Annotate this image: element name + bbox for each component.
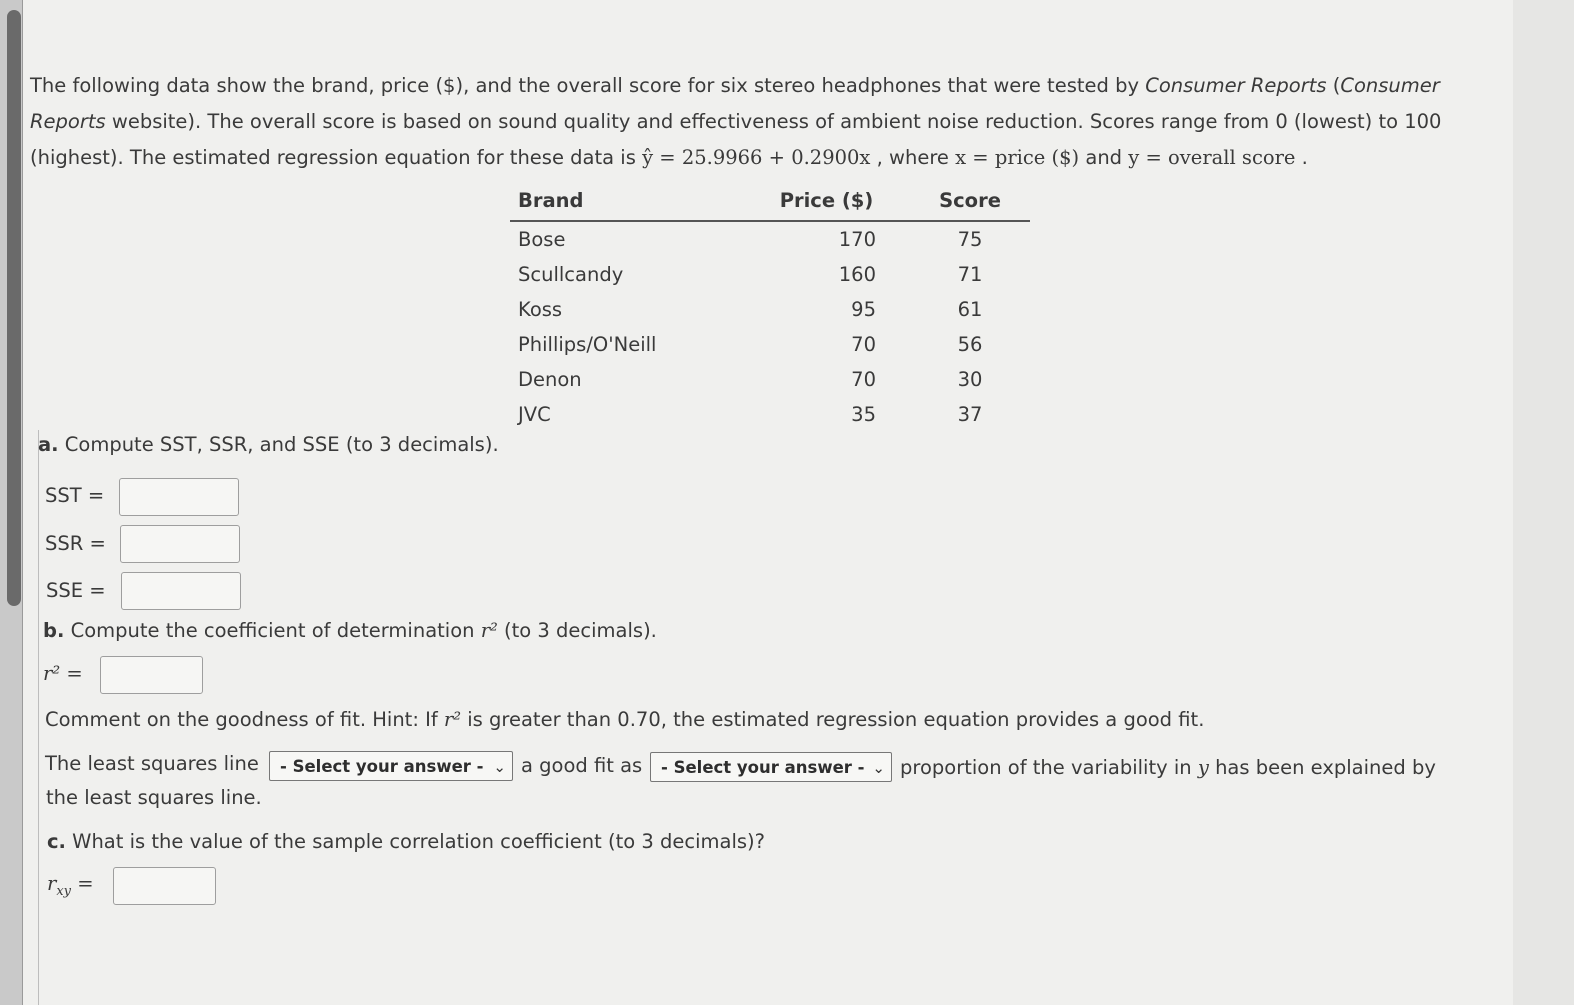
- y-variable: y: [1197, 756, 1209, 779]
- good-fit-as-text: a good fit as: [521, 754, 643, 777]
- table-row: [510, 292, 1030, 327]
- part-b-text-pre: Compute the coefficient of determination: [64, 619, 481, 642]
- cell-score: 37: [957, 403, 983, 426]
- table-row: [510, 257, 1030, 292]
- sst-input[interactable]: [119, 478, 239, 516]
- intro-text-5: and: [1079, 146, 1129, 169]
- y-definition: y = overall score: [1128, 146, 1296, 169]
- select-2-value: - Select your answer -: [661, 758, 865, 777]
- rxy-subscript: xy: [56, 883, 72, 899]
- source-name-2: Consumer Reports: [30, 74, 1440, 133]
- table-row: [510, 221, 1030, 257]
- chevron-down-icon: ⌄: [493, 758, 506, 776]
- chevron-down-icon: ⌄: [872, 759, 885, 777]
- sst-label: SST =: [45, 484, 105, 507]
- r2-label: r² =: [43, 662, 83, 685]
- rxy-input[interactable]: [113, 867, 216, 905]
- part-c-text: What is the value of the sample correlation coefficient (to 3 decimals)?: [65, 830, 765, 853]
- cell-brand: JVC: [518, 403, 551, 426]
- part-b-text-post: (to 3 decimals).: [497, 619, 657, 642]
- comment-text-pre: Comment on the goodness of fit. Hint: If: [45, 708, 444, 731]
- least-squares-text: The least squares line: [45, 752, 259, 775]
- cell-brand: Koss: [518, 298, 563, 321]
- part-a-text: Compute SST, SSR, and SSE (to 3 decimals).: [58, 433, 499, 456]
- goodness-select-1[interactable]: [269, 751, 513, 781]
- proportion-text: [900, 756, 1436, 779]
- sse-input[interactable]: [121, 572, 241, 610]
- table-row: [510, 327, 1030, 362]
- scrollbar-thumb[interactable]: [7, 10, 21, 606]
- ssr-input[interactable]: [120, 525, 240, 563]
- right-panel: [1513, 0, 1574, 1005]
- part-c-letter: c.: [47, 830, 66, 853]
- part-b-letter: b.: [43, 619, 65, 642]
- proportion-text-pre: proportion of the variability in: [900, 756, 1192, 779]
- cell-brand: Denon: [518, 368, 582, 391]
- cell-brand: Bose: [518, 228, 566, 251]
- cell-score: 56: [957, 333, 983, 356]
- part-b-prompt: [43, 619, 657, 642]
- part-c-prompt: [47, 830, 765, 853]
- rxy-equals: =: [77, 872, 94, 895]
- proportion-text-post: has been explained by: [1215, 756, 1436, 779]
- cell-score: 30: [957, 368, 983, 391]
- r-squared-symbol: r²: [480, 619, 498, 642]
- answer-area-border: [38, 430, 39, 1005]
- r-squared-symbol: r²: [443, 708, 462, 731]
- cell-price: 170: [838, 228, 876, 251]
- cell-price: 70: [851, 368, 876, 391]
- cell-brand: Scullcandy: [518, 263, 624, 286]
- regression-equation: ŷ = 25.9966 + 0.2900x: [642, 146, 871, 169]
- cell-price: 160: [838, 263, 876, 286]
- part-a-prompt: [38, 433, 499, 456]
- table-header-row: [510, 186, 1030, 221]
- sse-label: SSE =: [46, 579, 106, 602]
- comment-text-post: is greater than 0.70, the estimated regression equation provides a good fit.: [461, 708, 1205, 731]
- x-definition: x = price ($): [955, 146, 1080, 169]
- headphones-data-table: [510, 186, 1030, 432]
- intro-text-4: , where: [870, 146, 956, 169]
- goodness-of-fit-comment: [45, 708, 1204, 731]
- rxy-label: [47, 872, 94, 899]
- intro-text-3: website). The overall score is based on sound quality and effectiveness of ambient noise reduction. Scores range from 0 (lowest) to 100 (highest). The estimated regression equation for these data is: [30, 110, 1442, 169]
- header-price: Price ($): [743, 186, 902, 221]
- part-a-letter: a.: [38, 433, 59, 456]
- header-brand: Brand: [510, 186, 743, 221]
- cell-price: 95: [851, 298, 876, 321]
- cell-brand: Phillips/O'Neill: [518, 333, 657, 356]
- cell-score: 61: [957, 298, 983, 321]
- header-score: Score: [902, 186, 1030, 221]
- source-name: Consumer Reports: [1145, 74, 1327, 97]
- intro-text-6: .: [1295, 146, 1308, 169]
- ssr-label: SSR =: [45, 532, 106, 555]
- rxy-r: r: [47, 872, 57, 895]
- intro-text-2: (: [1326, 74, 1341, 97]
- problem-intro: [30, 68, 1500, 176]
- table-row: [510, 362, 1030, 397]
- cell-price: 70: [851, 333, 876, 356]
- cell-price: 35: [851, 403, 876, 426]
- cell-score: 71: [957, 263, 983, 286]
- proportion-select-2[interactable]: [650, 752, 892, 782]
- r2-input[interactable]: [100, 656, 203, 694]
- least-squares-line-text: the least squares line.: [46, 786, 262, 809]
- select-1-value: - Select your answer -: [280, 757, 484, 776]
- cell-score: 75: [957, 228, 983, 251]
- intro-text-1: The following data show the brand, price ($), and the overall score for six stereo headphones that were tested by: [30, 74, 1146, 97]
- table-row: [510, 397, 1030, 432]
